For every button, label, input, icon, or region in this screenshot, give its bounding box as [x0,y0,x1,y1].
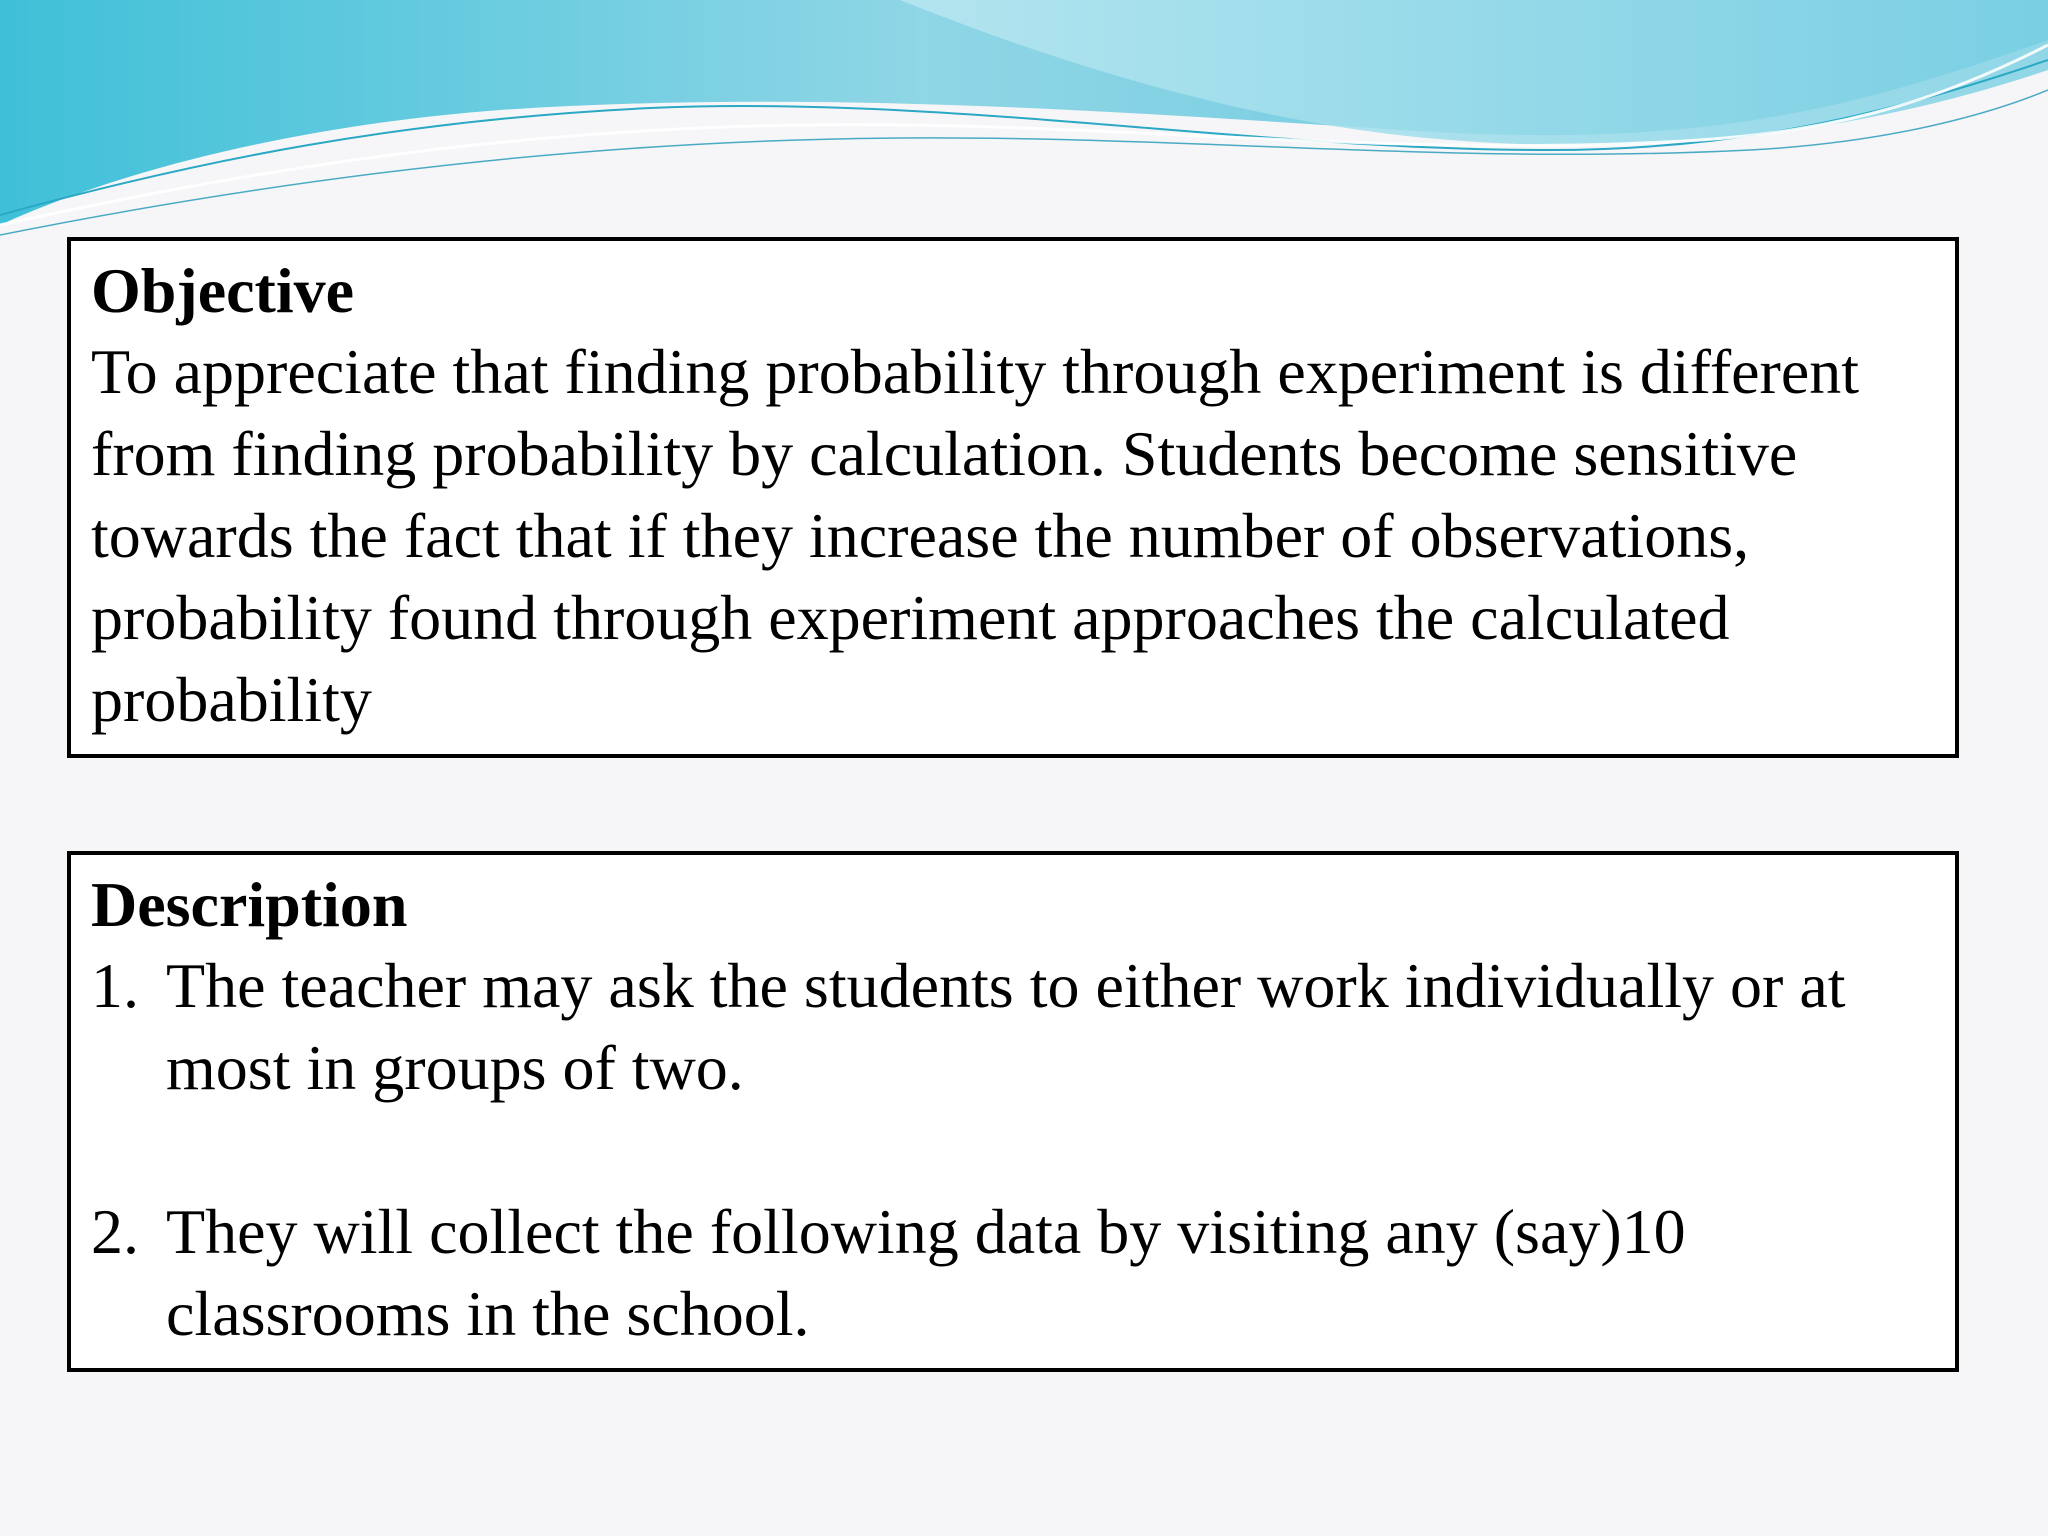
objective-heading: Objective [91,255,354,326]
list-item-text: The teacher may ask the students to either work individually or at most in groups of two. [166,950,1846,1103]
description-box [67,851,1959,1372]
description-heading: Description [91,869,408,940]
list-item-number: 1. [91,950,139,1021]
list-item [91,945,1935,1109]
objective-text: To appreciate that finding probability through experiment is different from finding probability by calculation. Students become sensitive towards the fact that if they increase the number of observations, probability found through experiment approaches the calculated probability [91,336,1860,735]
header-wave-decoration [0,0,2048,240]
list-item-text: They will collect the following data by visiting any (say)10 classrooms in the school. [166,1196,1686,1349]
list-item-number: 2. [91,1196,139,1267]
objective-box [67,237,1959,758]
list-item [91,1191,1935,1355]
description-list [91,945,1935,1355]
